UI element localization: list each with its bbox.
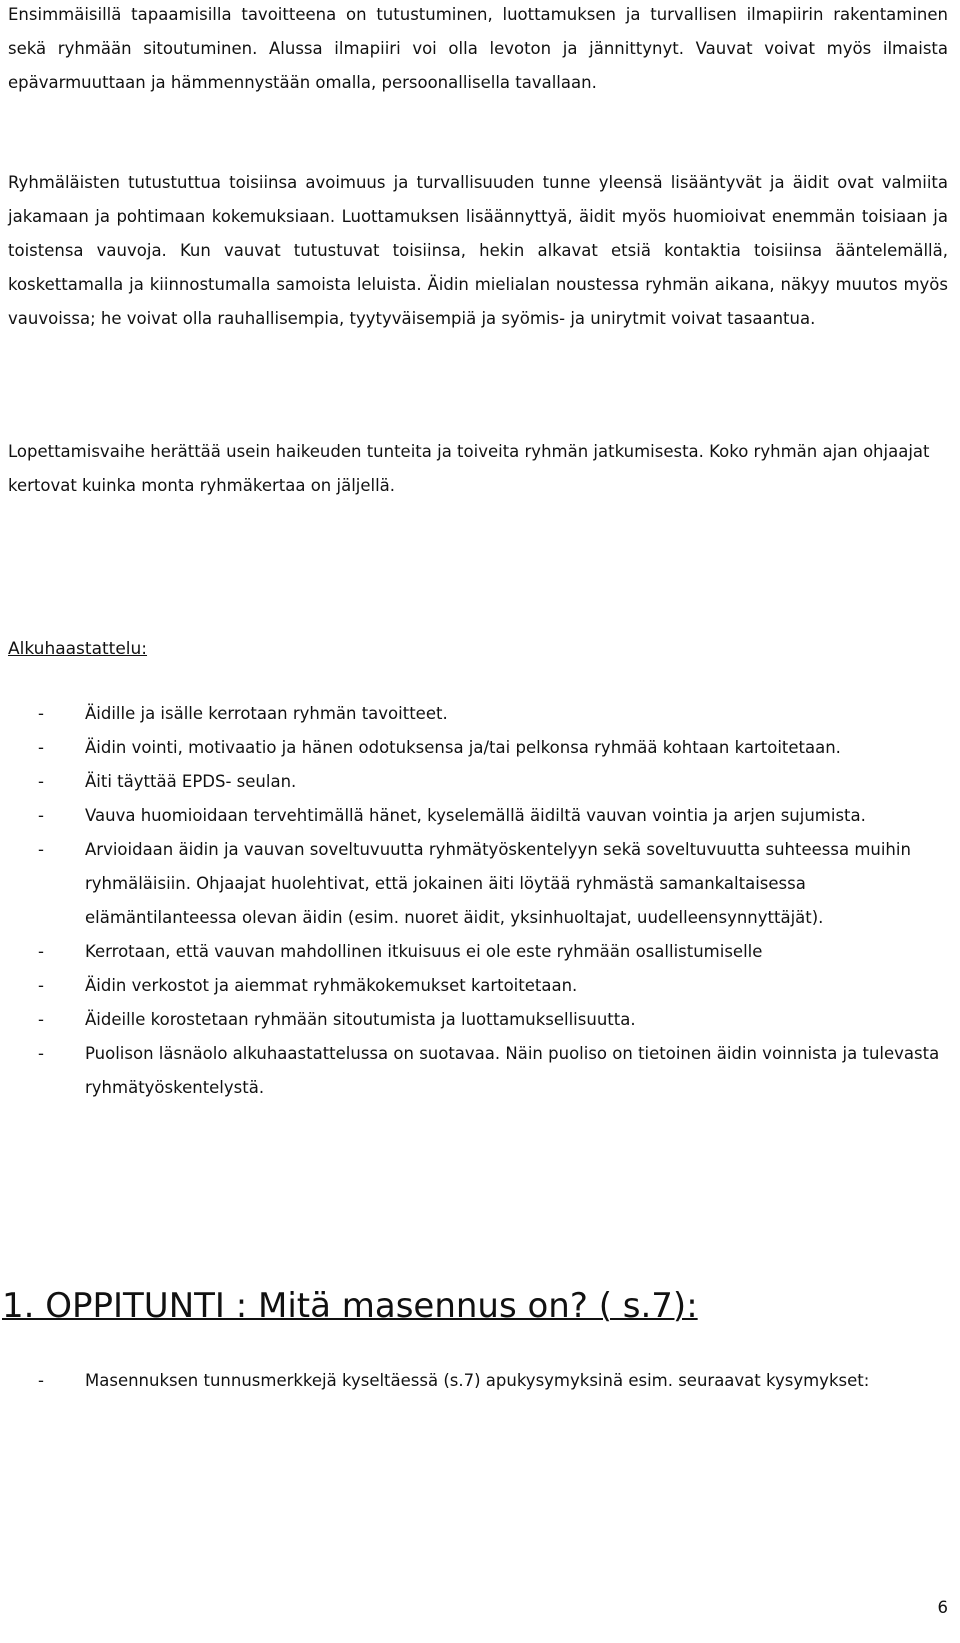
intro-paragraph: Ensimmäisillä tapaamisilla tavoitteena on tutustuminen, luottamuksen ja turvallisen ilmapiirin rakentaminen sekä ryhmään sitoutuminen. Alussa ilmapiiri voi olla levoton ja jännittynyt. Vauvat voivat myös ilmaista epävarmuuttaan ja hämmennystään omalla, persoonallisella tavallaan. [8,5,948,92]
bullet-dash: - [38,976,44,995]
list-item-text: Arvioidaan äidin ja vauvan soveltuvuutta ryhmätyöskentelyyn sekä soveltuvuutta suhteessa muihin ryhmäläisiin. Ohjaajat huolehtivat, että jokainen äiti löytää ryhmästä samankaltaisessa elämäntilanteessa olevan äidin (esim. nuoret äidit, yksinhuoltajat, uudelleensynnyttäjät). [85,840,911,927]
list-item [8,1037,948,1105]
list-item [8,731,948,765]
oppitunti-heading: 1. OPPITUNTI : Mitä masennus on? ( s.7): [2,1286,698,1326]
bullet-dash: - [38,738,44,757]
alkuhaastattelu-list [8,697,948,1105]
list-item-text: Äideille korostetaan ryhmään sitoutumista ja luottamuksellisuutta. [85,1010,636,1029]
list-item [8,799,948,833]
bullet-dash: - [38,1044,44,1063]
list-item [8,1364,948,1398]
bullet-dash: - [38,1371,44,1390]
bullet-dash: - [38,1010,44,1029]
page-number: 6 [937,1598,948,1617]
bullet-dash: - [38,806,44,825]
group-dynamics-paragraph: Ryhmäläisten tutustuttua toisiinsa avoimuus ja turvallisuuden tunne yleensä lisääntyvät ja äidit ovat valmiita jakamaan ja pohtimaan kokemuksiaan. Luottamuksen lisäännyttyä, äidit myös huomioivat enemmän toisiaan ja toistensa vauvoja. Kun vauvat tutustuvat toisiinsa, hekin alkavat etsiä kontaktia toisiinsa ääntelemällä, koskettamalla ja kiinnostumalla samoista leluista. Äidin mielialan noustessa ryhmän aikana, näkyy muutos myös vauvoissa; he voivat olla rauhallisempia, tyytyväisempiä ja syömis- ja unirytmit voivat tasaantua. [8,173,948,328]
ending-phase-paragraph: Lopettamisvaihe herättää usein haikeuden tunteita ja toiveita ryhmän jatkumisesta. Koko ryhmän ajan ohjaajat kertovat kuinka monta ryhmäkertaa on jäljellä. [8,442,930,495]
list-item [8,697,948,731]
list-item [8,935,948,969]
list-item-text: Äidin verkostot ja aiemmat ryhmäkokemukset kartoitetaan. [85,976,578,995]
bullet-dash: - [38,840,44,859]
alkuhaastattelu-heading: Alkuhaastattelu: [8,639,148,659]
oppitunti-list [8,1364,948,1398]
list-item-text: Masennuksen tunnusmerkkejä kyseltäessä (s.7) apukysymyksinä esim. seuraavat kysymykset: [85,1371,870,1390]
list-item-text: Kerrotaan, että vauvan mahdollinen itkuisuus ei ole este ryhmään osallistumiselle [85,942,763,961]
list-item [8,833,948,935]
list-item [8,969,948,1003]
bullet-dash: - [38,772,44,791]
list-item-text: Puolison läsnäolo alkuhaastattelussa on suotavaa. Näin puoliso on tietoinen äidin voinnista ja tulevasta ryhmätyöskentelystä. [85,1044,940,1097]
bullet-dash: - [38,704,44,723]
list-item-text: Äidin vointi, motivaatio ja hänen odotuksensa ja/tai pelkonsa ryhmää kohtaan kartoitetaan. [85,738,841,757]
list-item [8,765,948,799]
list-item [8,1003,948,1037]
list-item-text: Äiti täyttää EPDS- seulan. [85,772,297,791]
bullet-dash: - [38,942,44,961]
list-item-text: Äidille ja isälle kerrotaan ryhmän tavoitteet. [85,704,448,723]
list-item-text: Vauva huomioidaan tervehtimällä hänet, kyselemällä äidiltä vauvan vointia ja arjen sujumista. [85,806,866,825]
